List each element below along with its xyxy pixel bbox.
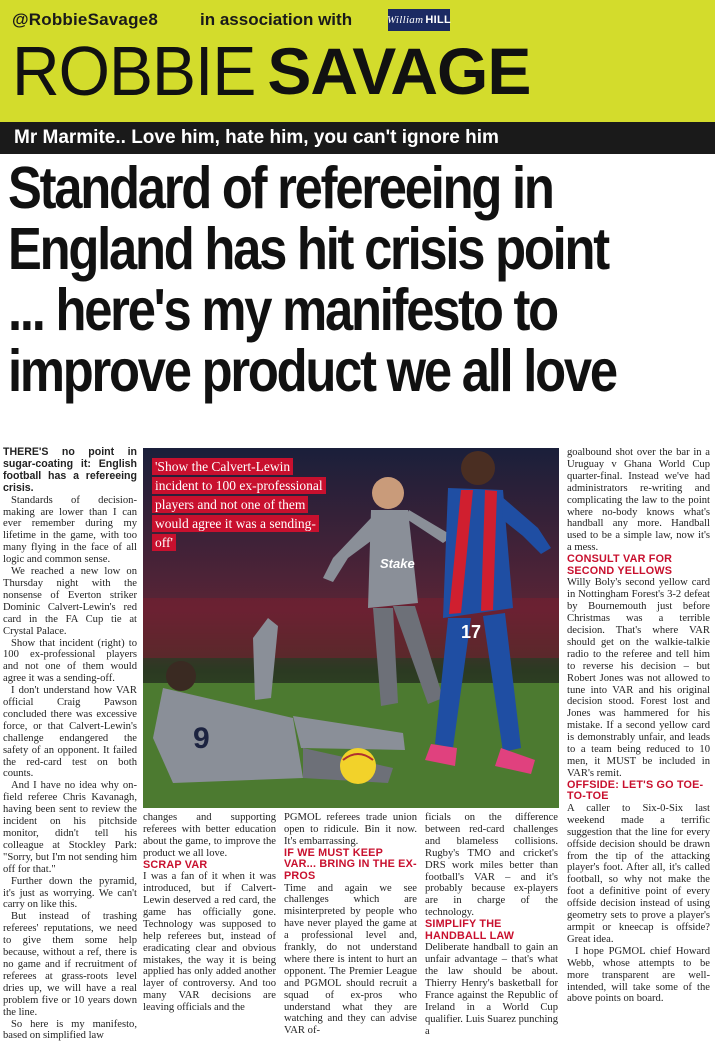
paragraph: So here is my manifesto, based on simplified law <box>3 1019 137 1042</box>
paragraph: But instead of trashing referees' reputations, we need to give them some help because, without a ref, there is no game and if recruitment of referees at grass-roots level dries up, we will have a real problem five or 10 years down the line. <box>3 911 137 1018</box>
subheading: OFFSIDE: LET'S GO TOE-TO-TOE <box>567 780 710 803</box>
paragraph: I don't understand how VAR official Craig Pawson concluded there was excessive force, or that Calvert-Lewin's challenge endangered the safety of an opponent. It failed the red-card test on both counts. <box>3 685 137 780</box>
paragraph: Deliberate handball to gain an unfair advantage – that's what the law should be about. Thierry Henry's basketball for France against the Republic of Ireland in a World Cup qualifier. Luis Suarez punching a <box>425 942 558 1037</box>
paragraph: Willy Boly's second yellow card in Nottingham Forest's 3-2 defeat by Bournemouth just before Christmas was a terrible decision. That's where VAR should get on the walkie-talkie radio to the referee and tell him to reverse his decision – but Robert Jones was not allowed to tune into VAR and his original decision stood. Forest lost and Jones was hammered for his mistake. If a second yellow card is demonstrably unfair, and leads to a team being reduced to 10 men, it MUST be included in VAR's remit. <box>567 577 710 779</box>
paragraph: Standards of decision-making are lower than I can ever remember during my lifetime in the game, with too many flying in the face of all logic and common sense. <box>3 495 137 566</box>
headline-line: ... here's my manifesto to <box>8 280 610 341</box>
subheading: CONSULT VAR FOR SECOND YELLOWS <box>567 554 710 577</box>
paragraph: ficials on the difference between red-card challenges and blameless collisions. Rugby's TMO and cricket's DRS work miles better than football's VAR – and it's probably because ex-players are in charge of the technology. <box>425 812 558 919</box>
columnist-name <box>12 38 530 104</box>
article-column-5 <box>567 447 710 1005</box>
svg-text:17: 17 <box>461 622 481 642</box>
sponsor-logo: William HILL <box>388 9 450 31</box>
columnist-last-name: SAVAGE <box>267 38 530 104</box>
pull-quote <box>152 457 328 552</box>
tagline: Mr Marmite.. Love him, hate him, you can't ignore him <box>14 127 499 149</box>
paragraph: Time and again we see challenges which are misinterpreted by people who have never played the game at a professional level and, frankly, do not understand where there is intent to hurt an opponent. The Premier League and PGMOL should recruit a squad of ex-pros who understand what they are watching and they can advise VAR of- <box>284 883 417 1038</box>
article-column-1 <box>3 447 137 1042</box>
headline-line: Standard of refereeing in <box>8 158 610 219</box>
paragraph: changes and supporting referees with better education about the game, to improve the product we all love. <box>143 812 276 860</box>
paragraph: Further down the pyramid, it's just as worrying. We can't carry on like this. <box>3 876 137 912</box>
article-column-3 <box>284 812 417 1037</box>
paragraph: And I have no idea why on-field referee Chris Kavanagh, having been sent to review the incident on his pitchside monitor, didn't tell his colleague at Stockley Park: "Sorry, but I'm not sending him off for that." <box>3 780 137 875</box>
headline-line: improve product we all love <box>8 341 610 402</box>
svg-text:9: 9 <box>193 722 210 755</box>
subheading: IF WE MUST KEEP VAR... BRING IN THE EX-PROS <box>284 848 417 883</box>
masthead <box>0 0 715 122</box>
headline <box>8 158 610 402</box>
pull-quote-text: 'Show the Calvert-Lewin incident to 100 ex-professional players and not one of them would agree it was a sending-off' <box>152 458 326 551</box>
paragraph: I was a fan of it when it was introduced, but if Calvert-Lewin deserved a red card, the game has officially gone. Technology was supposed to help referees but, instead of eradicating clear and obvious mistakes, the way it is being applied has only added another layer of controversy. And too many VAR decisions are leaving officials and the <box>143 871 276 1014</box>
paragraph: Show that incident (right) to 100 ex-professional players and not one of them would agree it was a sending-off. <box>3 638 137 686</box>
columnist-first-name: ROBBIE <box>12 36 255 105</box>
twitter-handle: @RobbieSavage8 <box>12 10 158 30</box>
subheading: SCRAP VAR <box>143 860 276 872</box>
subheading: SIMPLIFY THE HANDBALL LAW <box>425 919 558 942</box>
paragraph: PGMOL referees trade union open to ridicule. Bin it now. It's embarrassing. <box>284 812 417 848</box>
headline-line: England has hit crisis point <box>8 219 610 280</box>
tagline-bar <box>0 122 715 154</box>
lead-paragraph: THERE'S no point in sugar-coating it: English football has a refereeing crisis. <box>3 447 137 495</box>
paragraph: goalbound shot over the bar in a Uruguay v Ghana World Cup quarter-final. Instead we've had administrators re-writing and complicating the law to the point where no-body knows what's handball any more. Handball used to be a simple law, now it's a mess. <box>567 447 710 554</box>
paragraph: I hope PGMOL chief Howard Webb, whose attempts to be more transparent are well-intended, will take some of the above points on board. <box>567 946 710 1006</box>
article-column-2 <box>143 812 276 1014</box>
article-column-4 <box>425 812 558 1038</box>
paragraph: We reached a new low on Thursday night with the nonsense of Everton striker Dominic Calvert-Lewin's red card in the FA Cup tie at Crystal Palace. <box>3 566 137 637</box>
paragraph: A caller to Six-0-Six last weekend made a terrific suggestion that the line for every offside decision should be drawn from the tip of the attacking player's foot. After all, it's called football, so why not make the foot a definitive point of every offside decision instead of using geometry sets to prove a player's armpit or kneecap is offside? Great idea. <box>567 803 710 946</box>
svg-text:Stake: Stake <box>380 556 415 571</box>
association-text: in association with <box>200 10 352 30</box>
